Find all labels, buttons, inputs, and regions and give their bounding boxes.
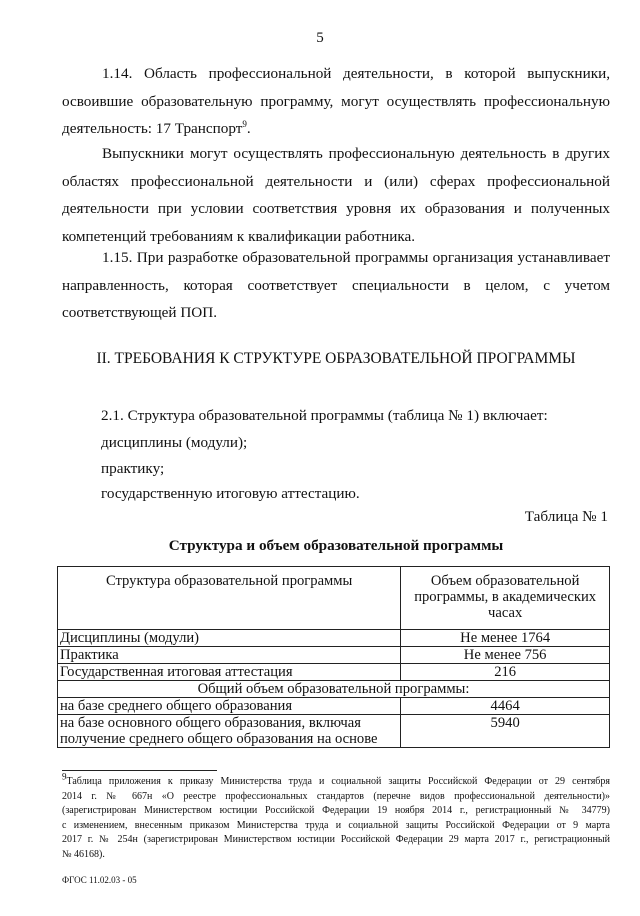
footnote-line: 2017 г. № 254н (зарегистрирован Министерством юстиции Российской Федерации 29 марта 2017 г., регистрационный xyxy=(62,834,610,846)
paragraph-graduates xyxy=(62,140,610,250)
table-cell: Не менее 756 xyxy=(401,647,610,664)
paragraph-line: направленность, которая соответствует специальности в целом, с учетом xyxy=(62,276,610,294)
paragraph-line: областях профессиональной деятельности и (или) сферах профессиональной xyxy=(62,172,610,190)
table-caption: Таблица № 1 xyxy=(524,508,608,525)
table-title: Структура и объем образовательной программы xyxy=(168,537,504,554)
footnote-line: с изменением, внесенным приказом Министерства труда и социальной защиты Российской Федерации от 9 марта xyxy=(62,819,610,831)
footnote-line: (зарегистрирован Министерством юстиции Российской Федерации 19 ноября 2014 г., регистрационный № 34779) xyxy=(62,805,610,817)
footnote-mark: 9 xyxy=(62,771,67,782)
table-total-row xyxy=(58,681,610,698)
table-header-volume: Объем образовательной программы, в академических часах xyxy=(401,567,610,630)
page-number: 5 xyxy=(316,30,324,46)
table-cell: 4464 xyxy=(401,698,610,715)
table-cell: 216 xyxy=(401,664,610,681)
structure-table xyxy=(57,566,610,748)
list-item: практику; xyxy=(101,460,165,477)
table-cell: Практика xyxy=(58,647,401,664)
table-row xyxy=(58,630,610,647)
paragraph-line: деятельность: 17 Транспорт xyxy=(62,120,243,137)
table-row xyxy=(58,715,610,748)
table-row xyxy=(58,647,610,664)
table-total-label: Общий объем образовательной программы: xyxy=(58,681,610,698)
paragraph-line: Выпускники могут осуществлять профессиональную деятельность в других xyxy=(102,145,610,162)
footnote-line: Таблица приложения к приказу Министерства труда и социальной защиты Российской Федерации от 29 сентября xyxy=(66,776,610,787)
table-header-row xyxy=(58,567,610,630)
paragraph-line: 1.14. Область профессиональной деятельности, в которой выпускники, xyxy=(102,65,610,82)
table-header-structure: Структура образовательной программы xyxy=(58,567,401,630)
table-cell: 5940 xyxy=(401,715,610,748)
paragraph-line: компетенций требованиям к квалификации работника. xyxy=(62,227,416,245)
table-cell: Государственная итоговая аттестация xyxy=(58,664,401,681)
section-2-intro: 2.1. Структура образовательной программы (таблица № 1) включает: xyxy=(101,407,548,424)
table-row xyxy=(58,664,610,681)
table-row xyxy=(58,698,610,715)
paragraph-1-15 xyxy=(62,244,610,327)
list-item: дисциплины (модули); xyxy=(101,434,248,451)
footnote-line: № 46168). xyxy=(62,848,105,860)
list-item: государственную итоговую аттестацию. xyxy=(101,485,360,502)
footnote-reference: 9 xyxy=(242,118,247,129)
paragraph-line: освоившие образовательную программу, могут осуществлять профессиональную xyxy=(62,92,610,110)
table-cell: Не менее 1764 xyxy=(401,630,610,647)
footnote-divider xyxy=(62,770,217,771)
paragraph-line: деятельности при условии соответствия уровня их образования и полученных xyxy=(62,200,610,217)
document-code: ФГОС 11.02.03 - 05 xyxy=(62,875,137,885)
paragraph-line: соответствующей ПОП. xyxy=(62,304,218,321)
footnote-line: 2014 г. № 667н «О реестре профессиональных стандартов (перечне видов профессиональной деятельности)» xyxy=(62,790,610,802)
table-cell: Дисциплины (модули) xyxy=(58,630,401,647)
table-cell: на базе основного общего образования, включая получение среднего общего образования на основе xyxy=(58,715,401,748)
footnote xyxy=(62,771,610,863)
table-cell: на базе среднего общего образования xyxy=(58,698,401,715)
section-heading: II. ТРЕБОВАНИЯ К СТРУКТУРЕ ОБРАЗОВАТЕЛЬНОЙ ПРОГРАММЫ xyxy=(96,350,576,367)
paragraph-1-14: 1.14. Область профессиональной деятельности, в которой выпускники, освоившие образовательную программу, могут осуществлять профессиональную деятельность: 17 Транспорт$^9$. xyxy=(62,65,610,137)
paragraph-line: 1.15. При разработке образовательной программы организация устанавливает xyxy=(102,249,610,266)
